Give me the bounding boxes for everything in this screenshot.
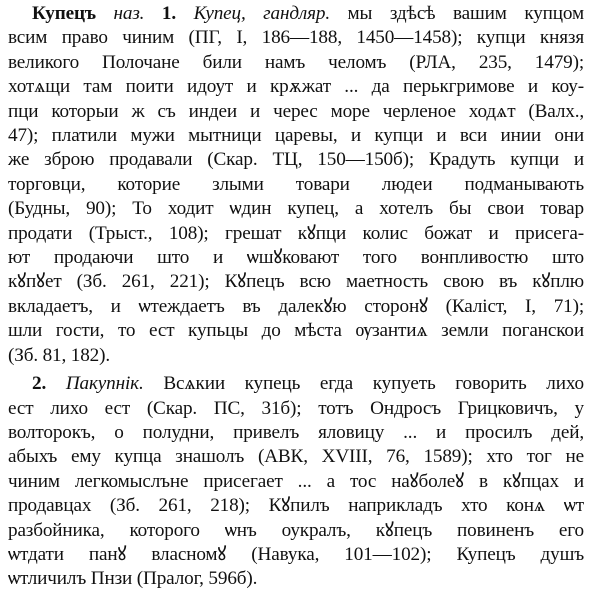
sense-1-line: всим право чиним (ПГ, I, 186—188, 1450—1458); купци князя [8, 27, 584, 49]
sense-2-gloss: Пакупнік. [65, 373, 144, 395]
sense-1-line: (Зб. 81, 182). [8, 344, 111, 366]
sense-1-line: великого Полочане били намъ челомъ (РЛА, 235, 1479); [8, 51, 584, 73]
sense-1-line: шли гости, то ест купьцы до мѣста ѹзантиѧ земли поганскои [8, 320, 584, 342]
sense-2-line: ѡтдати панꙋ власномꙋ (Навука, 101—102); Купецъ душъ [8, 543, 584, 565]
sense-1-line: 47); платили мужи мытници царевы, и купци и вси инии они [8, 125, 584, 147]
sense-1-line: пци которыи ж съ индеи и черес море черленое ходѧт (Валх., [8, 100, 584, 122]
sense-2-first-line [8, 372, 584, 396]
sense-1-line: ют продаючи што и ѡшꙋковают того вонпливостю што [8, 247, 584, 269]
sense-2-line: волторокъ, о полудни, привелъ яловицу ... и просилъ дей, [8, 421, 584, 443]
sense-2-number: 2. [32, 373, 47, 395]
sense-1-line: хотѧщи там поити идоут и крѫжат ... да перькгримове и коу- [8, 76, 584, 98]
sense-2-line: разбойника, которого ѡнъ оукралъ, кꙋпецъ повиненъ его [8, 519, 584, 541]
sense-1-line: продати (Трыст., 108); грешат кꙋпци колис божат и присега- [8, 222, 584, 244]
sense-2-line: ѡтличилъ Пнзи (Пралог, 596б). [8, 568, 258, 590]
sense-2-line: чиним легкомыслъне присегает ... а тос наꙋболеꙋ в кꙋпцах и [8, 470, 584, 492]
sense-1-line: кꙋпꙋет (Зб. 261, 221); Кꙋпецъ всю маетность свою въ кꙋплю [8, 271, 584, 293]
sense-2-line: Всѧкии купець егда купуеть говорить лихо [163, 373, 584, 395]
sense-1-line: вкладаетъ, и ѡтеждаетъ въ далекꙋю сторонꙋ (Каліст, I, 71); [8, 295, 584, 317]
headword: Купецъ [32, 3, 96, 24]
part-of-speech: наз. [113, 3, 145, 24]
sense-1-gloss: Купец, гандляр. [193, 3, 330, 24]
sense-2-line: ест лихо ест (Скар. ПС, 31б); тотъ Ондросъ Грицковичъ, у [8, 397, 584, 419]
sense-2-line: продавцах (Зб. 261, 218); Кꙋпилъ наприкладъ хто конѧ ѡт [8, 495, 584, 517]
sense-1-number: 1. [161, 3, 176, 24]
sense-1-line: же зброю продавали (Скар. ТЦ, 150—150б); Крадуть купци и [8, 149, 584, 171]
sense-1-line: торговци, которие злыми товари людеи подманывають [8, 173, 584, 195]
sense-1-line: мы здѣсѣ вашим купцом [347, 3, 584, 24]
sense-1-line: (Будны, 90); То ходит ѡдин купец, а хотелъ бы свои товар [8, 198, 584, 220]
sense-2-line: абыхъ ему купца знашолъ (АВК, XVIII, 76, 1589); хто тог не [8, 446, 584, 468]
entry-first-line [8, 2, 584, 26]
